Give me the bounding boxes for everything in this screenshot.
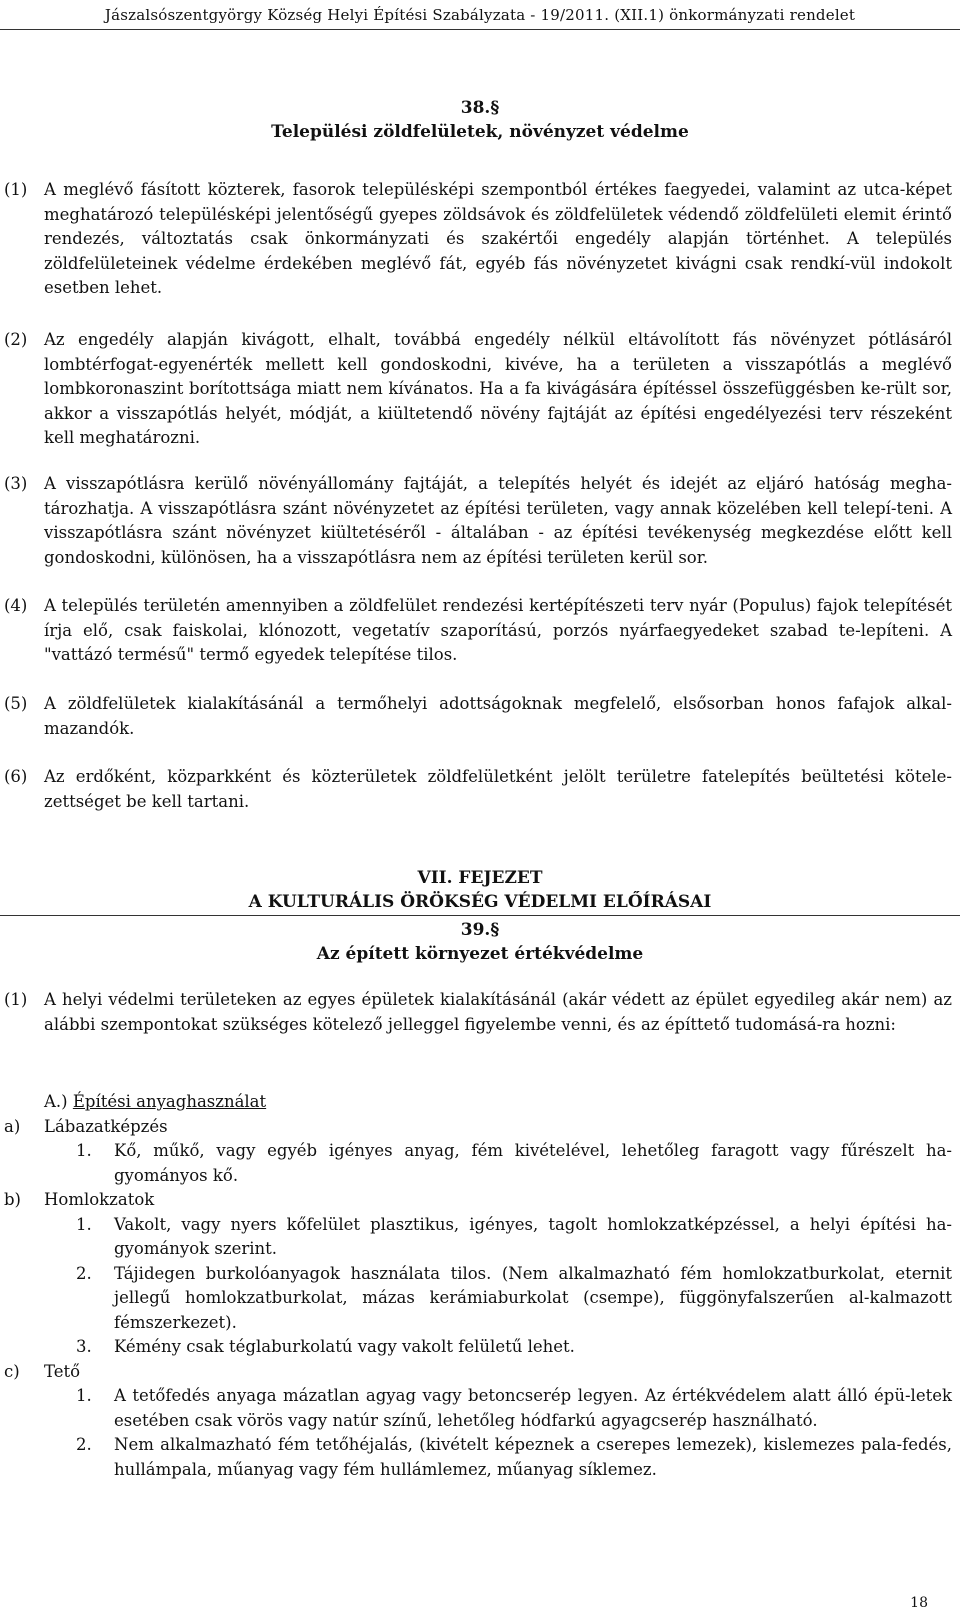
requirements-list xyxy=(4,1090,952,1482)
list-item xyxy=(76,1433,952,1482)
paragraph-39-1 xyxy=(4,988,952,1037)
item-number: 1. xyxy=(76,1386,92,1405)
item-number: 1. xyxy=(76,1141,92,1160)
list-heading xyxy=(44,1090,952,1115)
paragraph-number: (3) xyxy=(4,474,28,493)
paragraph-text: A település területén amennyiben a zöldfelület rendezési kertépítészeti terv nyár (Populus) fajok telepítését írja elő, csak faiskolai, klónozott, vegetatív szaporítású, porzós nyárfaegyedeket szabad te-lepíteni. A "vattázó termésű" termő egyedek telepítése tilos. xyxy=(44,596,952,664)
chapter-heading xyxy=(0,866,960,914)
item-text: Kémény csak téglaburkolatú vagy vakolt felületű lehet. xyxy=(114,1337,575,1356)
group-label: b) xyxy=(4,1190,21,1209)
list-item xyxy=(76,1384,952,1433)
group-label: a) xyxy=(4,1116,21,1136)
paragraph-text: Az erdőként, közparkként és közterületek zöldfelületként jelölt területre fatelepítés beültetési kötele-zettséget be kell tartani. xyxy=(44,767,952,811)
paragraph-number: (5) xyxy=(4,694,28,713)
group-a xyxy=(4,1115,952,1140)
chapter-label: VII. FEJEZET xyxy=(417,868,543,888)
paragraph-number: (4) xyxy=(4,596,28,615)
paragraph-38-3 xyxy=(4,472,952,570)
list-item xyxy=(76,1335,952,1360)
running-header: Jászalsószentgyörgy Község Helyi Építési Szabályzata - 19/2011. (XII.1) önkormányzati rendelet xyxy=(0,4,960,30)
paragraph-38-4 xyxy=(4,594,952,668)
section-number: 39.§ xyxy=(460,920,500,940)
item-number: 2. xyxy=(76,1263,92,1283)
group-b xyxy=(4,1188,952,1213)
paragraph-text: A zöldfelületek kialakításánál a termőhelyi adottságoknak megfelelő, elsősorban honos fafajok alkal-mazandók. xyxy=(44,694,952,738)
paragraph-text: A meglévő fásított közterek, fasorok településképi szempontból értékes faegyedei, valamint az utca-képet meghatározó településképi jelentőségű gyepes zöldsávok és zöldfelületek védendő zöldfelületi elemit érintő rendezés, változtatás csak önkormányzati és szakértői engedély alapján történhet. A település zöldfelületeinek védelme érdekében meglévő fát, egyéb fás növényzetet kivágni csak rendkí-vül indokolt esetben lehet. xyxy=(44,180,952,297)
section-number: 38.§ xyxy=(460,98,500,118)
paragraph-number: (1) xyxy=(4,990,28,1009)
group-title: Tető xyxy=(44,1361,81,1381)
section-title: Az épített környezet értékvédelme xyxy=(316,944,644,964)
item-number: 2. xyxy=(76,1435,92,1454)
list-item xyxy=(76,1139,952,1188)
item-text: Vakolt, vagy nyers kőfelület plasztikus, igényes, tagolt homlokzatképzéssel, a helyi építési ha-gyományok szerint. xyxy=(114,1214,952,1258)
item-text: Nem alkalmazható fém tetőhéjalás, (kivételt képeznek a cserepes lemezek), kislemezes pala-fedés, hullámpala, műanyag vagy fém hullámlemez, műanyag síklemez. xyxy=(114,1435,952,1479)
item-text: A tetőfedés anyaga mázatlan agyag vagy betoncserép legyen. Az értékvédelem alatt álló épü-letek esetében csak vörös vagy natúr színű, lehetőleg hódfarkú agyagcserép használható. xyxy=(114,1386,952,1430)
section-39-heading xyxy=(0,918,960,966)
group-c xyxy=(4,1360,952,1385)
page-number: 18 xyxy=(910,1595,928,1611)
paragraph-38-2 xyxy=(4,328,952,451)
list-item xyxy=(76,1213,952,1262)
section-title: Települési zöldfelületek, növényzet védelme xyxy=(271,122,689,142)
paragraph-number: (6) xyxy=(4,767,28,786)
paragraph-number: (2) xyxy=(4,330,28,349)
paragraph-38-1 xyxy=(4,178,952,301)
paragraph-text: A visszapótlásra kerülő növényállomány fajtáját, a telepítés helyét és idejét az eljáró hatóság megha-tározhatja. A visszapótlásra szánt növényzetet az építési területen, vagy annak közelében kell telepí-teni. A visszapótlásra szánt növényzet kiültetéséről - általában - az építési tevékenység megkezdése előtt kell gondoskodni, különösen, ha a visszapótlásra nem az építési területen kerül sor. xyxy=(44,474,952,567)
list-item xyxy=(76,1262,952,1336)
group-title: Homlokzatok xyxy=(44,1190,155,1209)
item-number: 1. xyxy=(76,1214,92,1234)
paragraph-number: (1) xyxy=(4,180,28,199)
paragraph-38-6 xyxy=(4,765,952,814)
paragraph-text: A helyi védelmi területeken az egyes épületek kialakításánál (akár védett az épület egyedileg akár nem) az alábbi szempontokat szükséges kötelező jelleggel figyelembe venni, és az építtető tudomásá-ra hozni: xyxy=(44,990,952,1034)
group-label: c) xyxy=(4,1361,20,1381)
item-text: Kő, műkő, vagy egyéb igényes anyag, fém kivételével, lehetőleg faragott vagy fűrészelt ha-gyományos kő. xyxy=(114,1141,952,1185)
item-text: Tájidegen burkolóanyagok használata tilos. (Nem alkalmazható fém homlokzatburkolat, eternit jellegű homlokzatburkolat, mázas kerámiaburkolat (csempe), függönyfalszerűen al-kalmazott fémszerkezet). xyxy=(114,1263,952,1332)
section-38-heading xyxy=(0,96,960,144)
chapter-divider xyxy=(0,915,960,916)
item-number: 3. xyxy=(76,1337,92,1356)
heading-title: Építési anyaghasználat xyxy=(72,1092,267,1111)
chapter-title: A KULTURÁLIS ÖRÖKSÉG VÉDELMI ELŐÍRÁSAI xyxy=(248,892,712,912)
heading-prefix: A.) xyxy=(44,1092,68,1111)
paragraph-38-5 xyxy=(4,692,952,741)
paragraph-text: Az engedély alapján kivágott, elhalt, továbbá engedély nélkül eltávolított fás növényzet pótlásáról lombtérfogat-egyenérték mellett kell gondoskodni, kivéve, ha a területen a visszapótlás a meglévő lombkoronaszint borítottsága miatt nem kívánatos. Ha a fa kivágására építéssel összefüggésben ke-rült sor, akkor a visszapótlás helyét, módját, a kiültetendő növény fajtáját az építési engedélyezési terv részeként kell meghatározni. xyxy=(44,330,952,447)
group-title: Lábazatképzés xyxy=(44,1116,168,1136)
